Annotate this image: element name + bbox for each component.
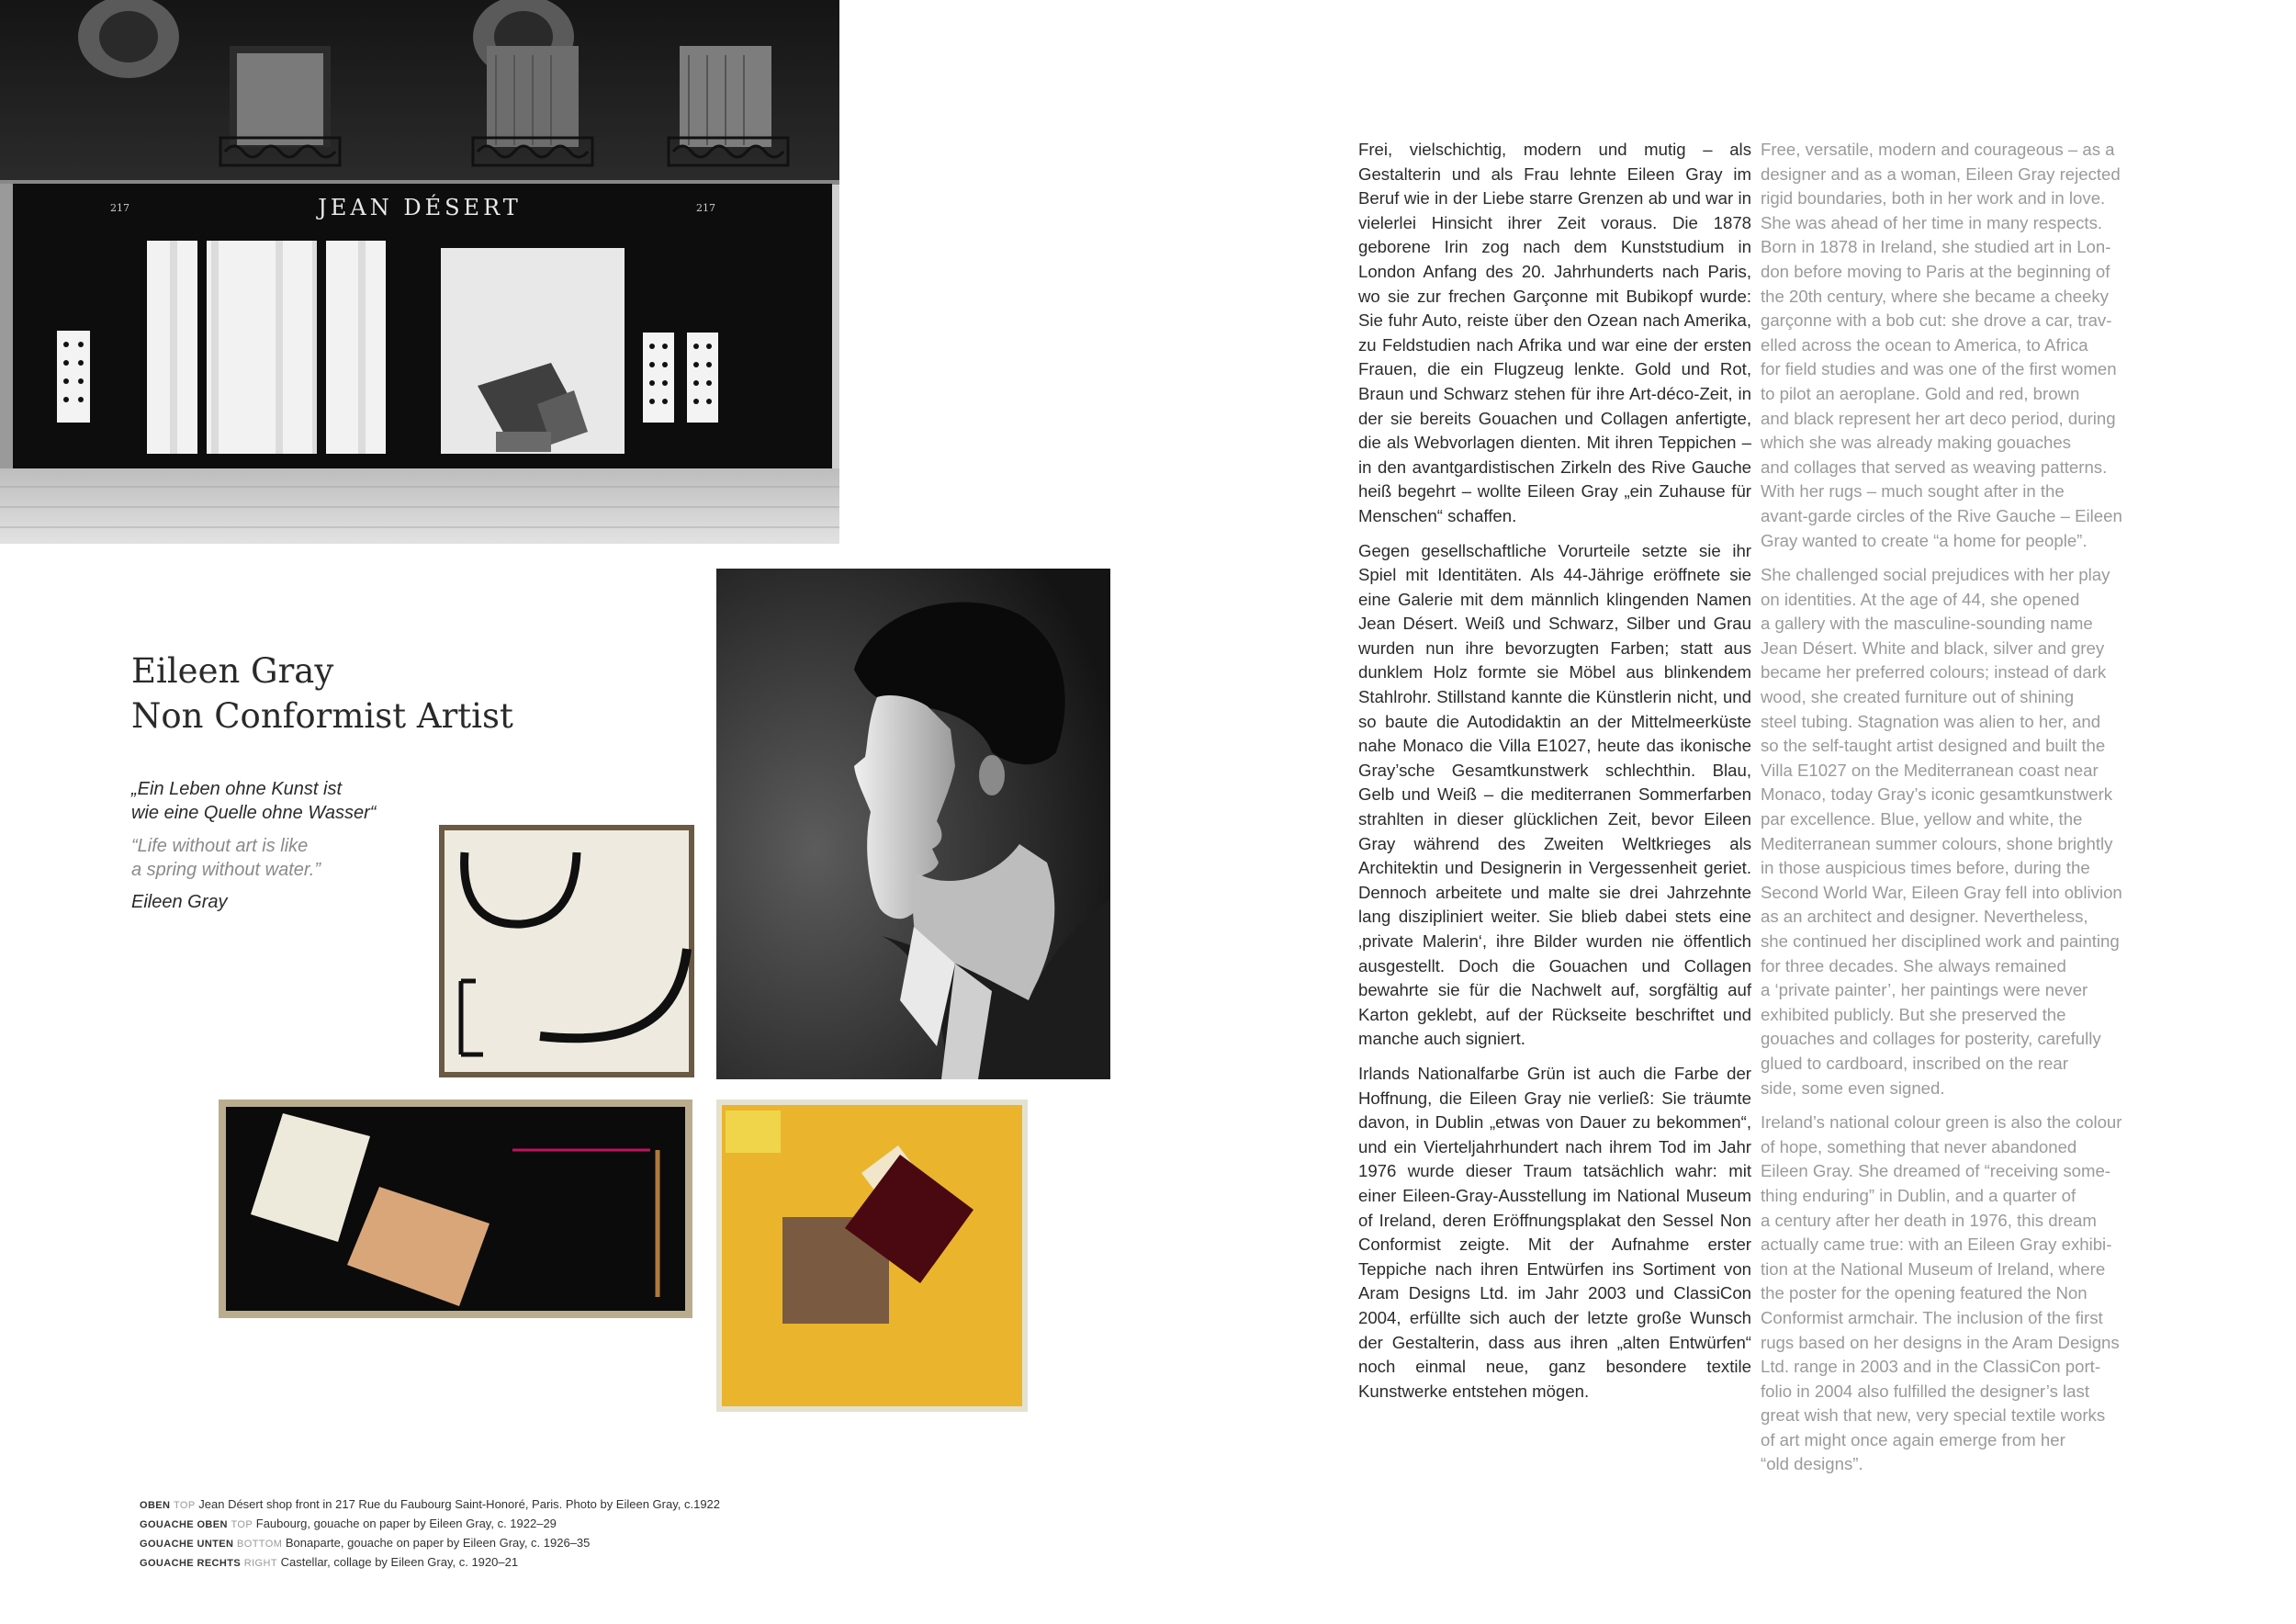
- house-number-right: 217: [696, 202, 715, 214]
- storefront-sign: JEAN DÉSERT: [318, 195, 522, 220]
- storefront-photo: [0, 0, 839, 544]
- caption-text: Castellar, collage by Eileen Gray, c. 1920–21: [280, 1555, 519, 1569]
- collage-castellar-graphic: [716, 1100, 1028, 1412]
- body-text-english: [1761, 138, 2146, 1487]
- gouache-faubourg-graphic: [439, 825, 694, 1077]
- portrait-photo-graphic: [716, 569, 1110, 1079]
- paragraph-german: Frei, vielschichtig, modern und mutig – als Gestalterin und als Frau lehnte Eileen Gray im Beruf wie in der Liebe starre Grenzen ab und war in vielerlei Hinsicht ihrer Zeit voraus. Die 1878 geborene Irin zog nach dem Kunststudium in London Anfang des 20. Jahrhunderts nach Paris, wo sie zur frechen Garçonne mit Bubikopf wurde: Sie fuhr Auto, reiste über den Ozean nach Amerika, zu Feldstudien nach Afrika und war eine der ersten Frauen, die ein Flugzeug lenkte. Gold und Rot, Braun und Schwarz stehen für ihre Art-déco-Zeit, in der sie bereits Gouachen und Collagen anfertigte, die als Webvorlagen dienten. Mit ihren Teppichen – in den avantgardistischen Zirkeln des Rive Gauche heiß begehrt – wollte Eileen Gray „ein Zuhause für Menschen“ schaffen.: [1358, 140, 1751, 525]
- storefront-photo-graphic: [0, 0, 839, 544]
- paragraph-english: Ireland’s national colour green is also the colour of hope, something that never abandoned Eileen Gray. She dreamed of “receiving some- thing enduring” in Dublin, and a quarter of a century after her death in 1976, this dream actually came true: with an Eileen Gray exhibi- tion at the National Museum of Ireland, where the poster for the opening featured the Non Conformist armchair. The inclusion of the first rugs based on her designs in the Aram Designs Ltd. range in 2003 and in the ClassiCon port- folio in 2004 also fulfilled the designer’s last great wish that new, very special textile works of art might once again emerge from her “old designs”.: [1761, 1112, 2122, 1474]
- quote-author: Eileen Gray: [131, 892, 228, 912]
- image-captions: [140, 1495, 874, 1573]
- body-text-german: [1358, 138, 1751, 1414]
- caption-text: Jean Désert shop front in 217 Rue du Faubourg Saint-Honoré, Paris. Photo by Eileen Gray, c.1922: [198, 1497, 721, 1511]
- caption-line: [140, 1553, 874, 1573]
- caption-line: [140, 1534, 874, 1553]
- caption-label-en: RIGHT: [243, 1558, 277, 1569]
- page-title: Eileen Gray: [131, 651, 334, 691]
- caption-line: [140, 1515, 874, 1534]
- page-subtitle: Non Conformist Artist: [131, 696, 513, 736]
- caption-label-de: OBEN: [140, 1500, 171, 1511]
- caption-line: [140, 1495, 874, 1515]
- collage-castellar: [716, 1100, 1028, 1412]
- caption-label-de: GOUACHE RECHTS: [140, 1558, 242, 1569]
- caption-label-de: GOUACHE OBEN: [140, 1519, 228, 1530]
- caption-text: Faubourg, gouache on paper by Eileen Gray, c. 1922–29: [255, 1517, 557, 1530]
- house-number-left: 217: [110, 202, 129, 214]
- paragraph-english: She challenged social prejudices with her play on identities. At the age of 44, she opened a gallery with the masculine-sounding name Jean Désert. White and black, silver and grey became her preferred colours; instead of dark wood, she created furniture out of shining steel tubing. Stagnation was alien to her, and so the self-taught artist designed and built the Villa E1027 on the Mediterranean coast near Monaco, today Gray’s iconic gesamtkunstwerk par excellence. Blue, yellow and white, the Mediterranean summer colours, shone brightly in those auspicious times before, during the Second World War, Eileen Gray fell into oblivion as an architect and designer. Nevertheless, she continued her disciplined work and painting for three decades. She always remained a ‘private painter’, her paintings were never exhibited publicly. But she preserved the gouaches and collages for posterity, carefully glued to cardboard, inscribed on the rear side, some even signed.: [1761, 565, 2122, 1098]
- caption-label-de: GOUACHE UNTEN: [140, 1539, 234, 1550]
- caption-label-en: BOTTOM: [237, 1539, 283, 1550]
- gouache-bonaparte-graphic: [219, 1100, 692, 1318]
- gouache-faubourg: [439, 825, 694, 1077]
- paragraph-english: Free, versatile, modern and courageous – as a designer and as a woman, Eileen Gray rejected rigid boundaries, both in her work and in love. She was ahead of her time in many respects. Born in 1878 in Ireland, she studied art in Lon- don before moving to Paris at the beginning of the 20th century, where she became a cheeky garçonne with a bob cut: she drove a car, trav- elled across the ocean to America, to Africa for field studies and was one of the first women to pilot an aeroplane. Gold and red, brown and black represent her art deco period, during which she was already making gouaches and collages that served as weaving patterns. With her rugs – much sought after in the avant-garde circles of the Rive Gauche – Eileen Gray wanted to create “a home for people”.: [1761, 140, 2122, 550]
- paragraph-german: Irlands Nationalfarbe Grün ist auch die Farbe der Hoffnung, die Eileen Gray nie verließ: Sie träumte davon, in Dublin „etwas von Dauer zu bekommen“, und ein Vierteljahrhundert nach ihrem Tod im Jahr 1976 wurde dieser Traum tatsächlich wahr: mit einer Eileen-Gray-Ausstellung im National Museum of Ireland, deren Eröffnungsplakat den Sessel Non Conformist zeigte. Mit der Aufnahme erster Teppiche nach ihren Entwürfen ins Sortiment von Aram Designs Ltd. im Jahr 2003 und ClassiCon 2004, erfüllte sich auch der letzte große Wunsch der Gestalterin, dass aus ihren „alten Entwürfen“ noch einmal neue, ganz besondere textile Kunstwerke entstehen mögen.: [1358, 1063, 1751, 1401]
- portrait-photo: [716, 569, 1110, 1079]
- caption-label-en: TOP: [231, 1519, 253, 1530]
- caption-text: Bonaparte, gouache on paper by Eileen Gray, c. 1926–35: [285, 1536, 591, 1550]
- quote-english: “Life without art is like a spring without water.”: [131, 836, 321, 880]
- quote-german: „Ein Leben ohne Kunst ist wie eine Quelle ohne Wasser“: [131, 779, 377, 823]
- caption-label-en: TOP: [174, 1500, 196, 1511]
- paragraph-german: Gegen gesellschaftliche Vorurteile setzte sie ihr Spiel mit Identitäten. Als 44-Jährige eröffnete sie eine Galerie mit dem männlich klingenden Namen Jean Désert. Weiß und Schwarz, Silber und Grau wurden nun ihre bevorzugten Farben; statt aus dunklem Holz formte sie Möbel aus blinkendem Stahlrohr. Stillstand kannte die Künstlerin nicht, und so baute die Autodidaktin an der Mittelmeerküste nahe Monaco die Villa E1027, heute das ikonische Gray’sche Gesamtkunstwerk schlechthin. Blau, Gelb und Weiß – die mediterranen Sommerfarben strahlten in dieser glücklichen Zeit, bevor Eileen Gray während des Zweiten Weltkrieges als Architektin und Designerin in Vergessenheit geriet. Dennoch arbeitete und malte sie drei Jahrzehnte lang diszipliniert weiter. Sie blieb dabei stets eine ‚private Malerin‘, ihre Bilder wurden nie öffentlich ausgestellt. Doch die Gouachen und Collagen bewahrte sie für die Nachwelt auf, sorgfältig auf Karton geklebt, auf der Rückseite beschriftet und manche auch signiert.: [1358, 540, 1751, 1049]
- gouache-bonaparte: [219, 1100, 692, 1318]
